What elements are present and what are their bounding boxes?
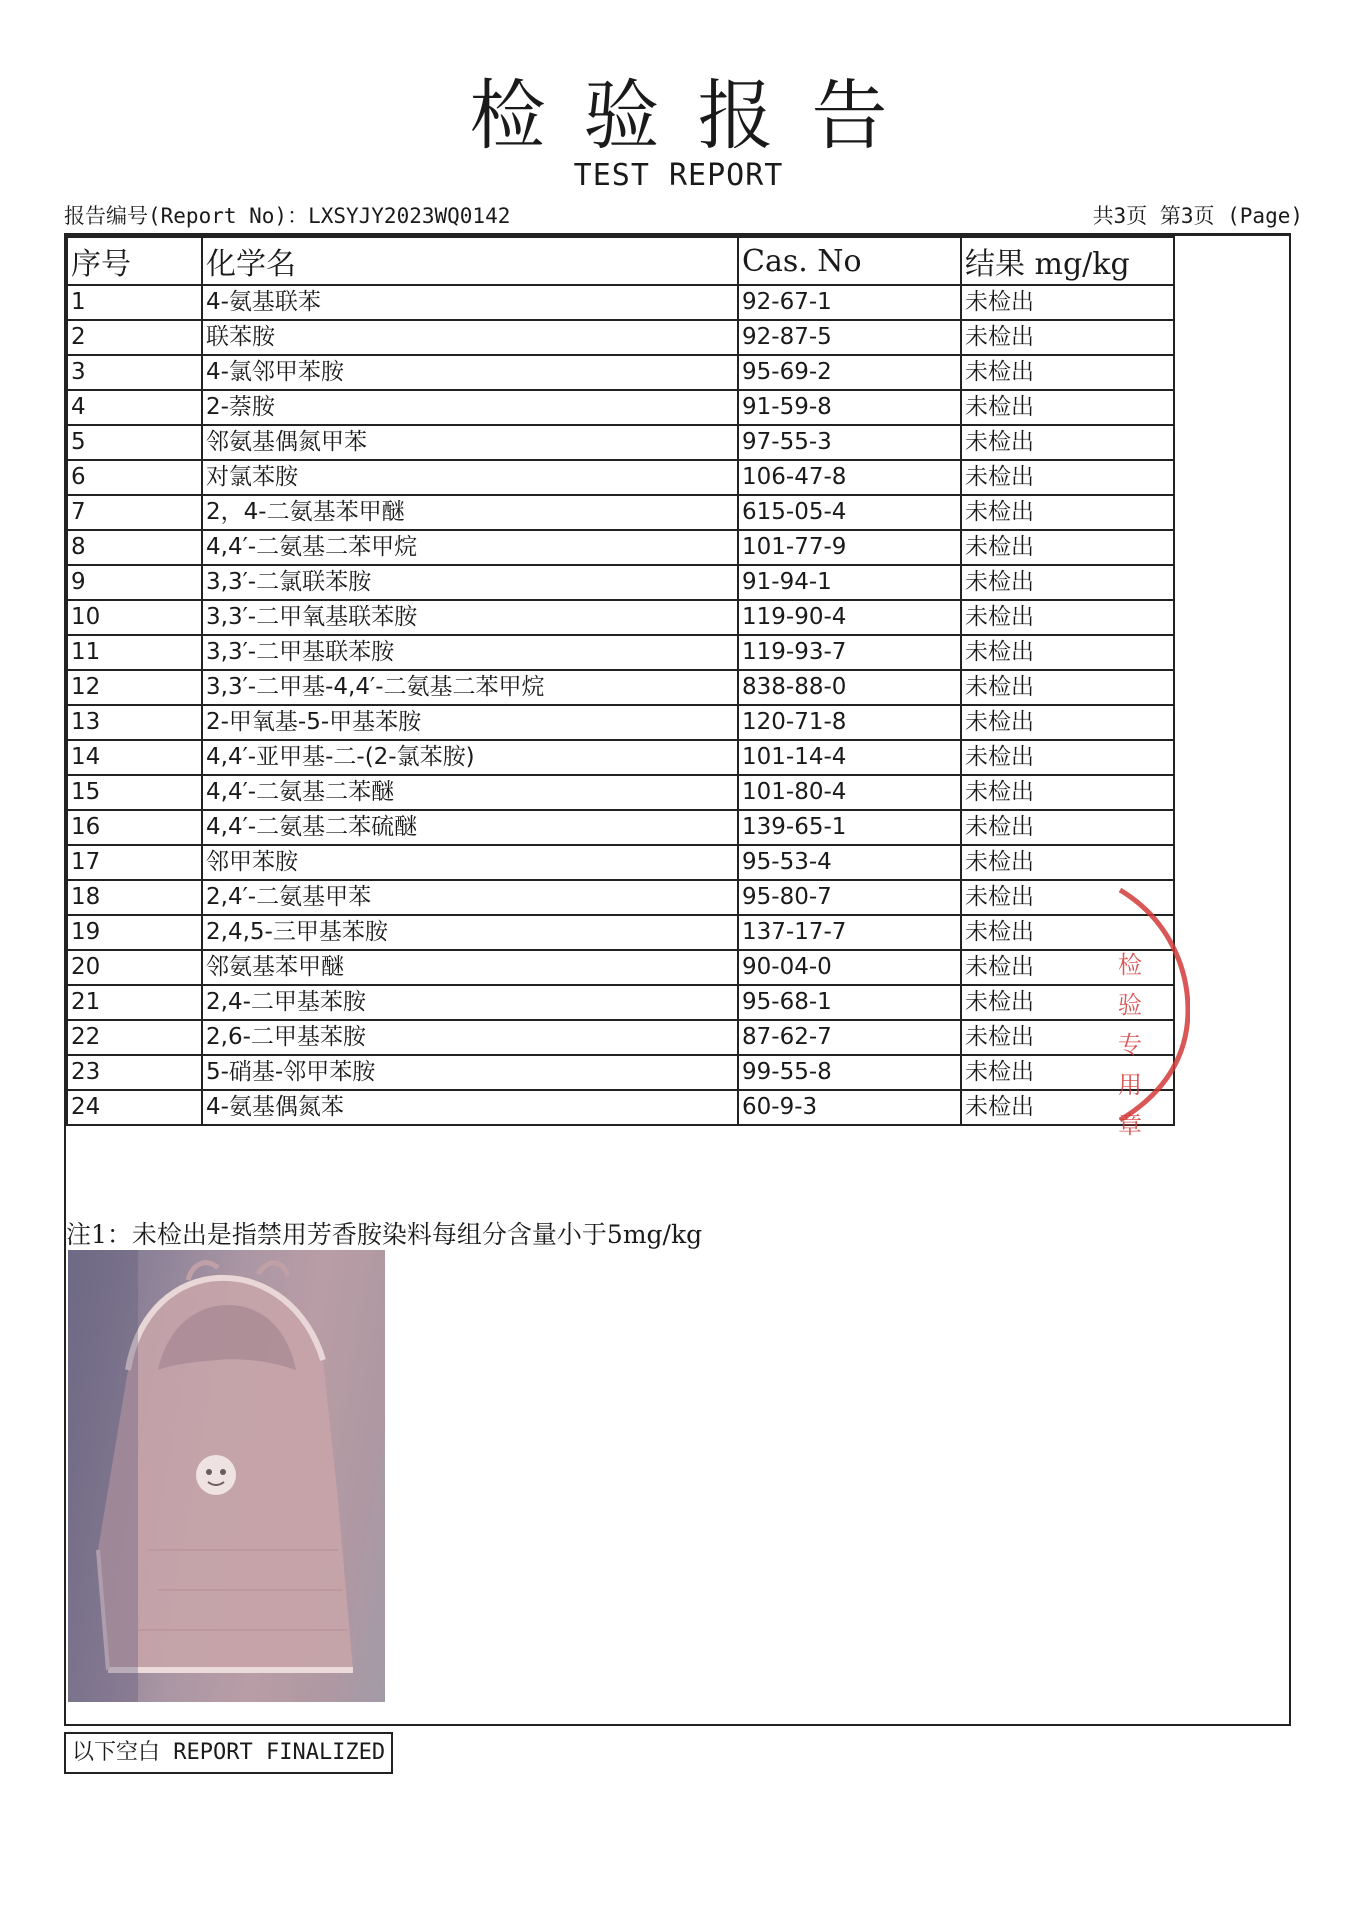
table-row <box>67 845 1174 880</box>
cell-cas-no: 95-53-4 <box>738 845 961 880</box>
cell-no: 11 <box>67 635 202 670</box>
cell-cas-no: 101-14-4 <box>738 740 961 775</box>
table-row <box>67 740 1174 775</box>
cell-no: 2 <box>67 320 202 355</box>
results-table <box>66 236 1175 1126</box>
cell-cas-no: 838-88-0 <box>738 670 961 705</box>
header-result: 结果 mg/kg <box>961 237 1174 285</box>
cell-no: 15 <box>67 775 202 810</box>
cell-result: 未检出 <box>961 775 1174 810</box>
cell-chemical-name: 3,3′-二甲基-4,4′-二氨基二苯甲烷 <box>202 670 738 705</box>
cell-chemical-name: 联苯胺 <box>202 320 738 355</box>
cell-cas-no: 139-65-1 <box>738 810 961 845</box>
cell-cas-no: 91-94-1 <box>738 565 961 600</box>
cell-no: 23 <box>67 1055 202 1090</box>
cell-chemical-name: 邻甲苯胺 <box>202 845 738 880</box>
cell-no: 9 <box>67 565 202 600</box>
cell-result: 未检出 <box>961 810 1174 845</box>
cell-chemical-name: 邻氨基偶氮甲苯 <box>202 425 738 460</box>
cell-no: 1 <box>67 285 202 320</box>
cell-no: 24 <box>67 1090 202 1125</box>
cell-chemical-name: 4,4′-二氨基二苯甲烷 <box>202 530 738 565</box>
header-cas-no: Cas. No <box>738 237 961 285</box>
table-row <box>67 670 1174 705</box>
cell-result: 未检出 <box>961 985 1174 1020</box>
cell-result: 未检出 <box>961 670 1174 705</box>
table-row <box>67 495 1174 530</box>
cell-result: 未检出 <box>961 530 1174 565</box>
cell-cas-no: 92-67-1 <box>738 285 961 320</box>
cell-result: 未检出 <box>961 495 1174 530</box>
cell-result: 未检出 <box>961 320 1174 355</box>
table-row <box>67 880 1174 915</box>
cell-result: 未检出 <box>961 1090 1174 1125</box>
cell-result: 未检出 <box>961 390 1174 425</box>
table-row <box>67 1090 1174 1125</box>
cell-chemical-name: 4,4′-二氨基二苯硫醚 <box>202 810 738 845</box>
cell-cas-no: 90-04-0 <box>738 950 961 985</box>
cell-no: 7 <box>67 495 202 530</box>
cell-no: 10 <box>67 600 202 635</box>
cell-result: 未检出 <box>961 915 1174 950</box>
cell-no: 12 <box>67 670 202 705</box>
cell-cas-no: 101-77-9 <box>738 530 961 565</box>
cell-cas-no: 120-71-8 <box>738 705 961 740</box>
cell-cas-no: 95-68-1 <box>738 985 961 1020</box>
cell-no: 6 <box>67 460 202 495</box>
cell-chemical-name: 邻氨基苯甲醚 <box>202 950 738 985</box>
cell-cas-no: 106-47-8 <box>738 460 961 495</box>
cell-no: 4 <box>67 390 202 425</box>
cell-result: 未检出 <box>961 285 1174 320</box>
header-no: 序号 <box>67 237 202 285</box>
cell-no: 22 <box>67 1020 202 1055</box>
cell-result: 未检出 <box>961 635 1174 670</box>
cell-cas-no: 101-80-4 <box>738 775 961 810</box>
report-title-en: TEST REPORT <box>573 158 784 193</box>
cell-cas-no: 92-87-5 <box>738 320 961 355</box>
cell-result: 未检出 <box>961 600 1174 635</box>
cell-result: 未检出 <box>961 565 1174 600</box>
sample-photo <box>68 1250 385 1702</box>
cell-cas-no: 99-55-8 <box>738 1055 961 1090</box>
table-row <box>67 600 1174 635</box>
cell-chemical-name: 3,3′-二甲基联苯胺 <box>202 635 738 670</box>
cell-result: 未检出 <box>961 845 1174 880</box>
page-info: 共3页 第3页 (Page) <box>1092 204 1303 228</box>
cell-cas-no: 615-05-4 <box>738 495 961 530</box>
table-row <box>67 915 1174 950</box>
cell-chemical-name: 4,4′-二氨基二苯醚 <box>202 775 738 810</box>
cell-chemical-name: 3,3′-二氯联苯胺 <box>202 565 738 600</box>
cell-result: 未检出 <box>961 460 1174 495</box>
stamp-lettering: 检 验 专 用 章 <box>1118 951 1142 1139</box>
cell-chemical-name: 4-氨基联苯 <box>202 285 738 320</box>
cell-cas-no: 97-55-3 <box>738 425 961 460</box>
cell-chemical-name: 2,4,5-三甲基苯胺 <box>202 915 738 950</box>
table-header-row <box>67 237 1174 285</box>
table-row <box>67 320 1174 355</box>
cell-no: 3 <box>67 355 202 390</box>
note: 注1：未检出是指禁用芳香胺染料每组分含量小于5mg/kg <box>66 1220 703 1249</box>
cell-result: 未检出 <box>961 355 1174 390</box>
cell-no: 21 <box>67 985 202 1020</box>
cell-chemical-name: 4-氨基偶氮苯 <box>202 1090 738 1125</box>
cell-no: 8 <box>67 530 202 565</box>
cell-chemical-name: 2，4-二氨基苯甲醚 <box>202 495 738 530</box>
hooded-towel-image <box>68 1250 385 1702</box>
cell-chemical-name: 2,4-二甲基苯胺 <box>202 985 738 1020</box>
table-row <box>67 985 1174 1020</box>
table-row <box>67 635 1174 670</box>
cell-result: 未检出 <box>961 1020 1174 1055</box>
table-row <box>67 565 1174 600</box>
cell-cas-no: 119-90-4 <box>738 600 961 635</box>
cell-chemical-name: 2,6-二甲基苯胺 <box>202 1020 738 1055</box>
cell-result: 未检出 <box>961 950 1174 985</box>
table-row <box>67 460 1174 495</box>
cell-cas-no: 91-59-8 <box>738 390 961 425</box>
table-row <box>67 355 1174 390</box>
cell-chemical-name: 5-硝基-邻甲苯胺 <box>202 1055 738 1090</box>
cell-chemical-name: 4-氯邻甲苯胺 <box>202 355 738 390</box>
cell-result: 未检出 <box>961 1055 1174 1090</box>
table-row <box>67 390 1174 425</box>
table-row <box>67 285 1174 320</box>
cell-chemical-name: 2-甲氧基-5-甲基苯胺 <box>202 705 738 740</box>
cell-chemical-name: 3,3′-二甲氧基联苯胺 <box>202 600 738 635</box>
cell-cas-no: 119-93-7 <box>738 635 961 670</box>
cell-result: 未检出 <box>961 425 1174 460</box>
cell-no: 5 <box>67 425 202 460</box>
cell-no: 16 <box>67 810 202 845</box>
cell-chemical-name: 2,4′-二氨基甲苯 <box>202 880 738 915</box>
header-chemical-name: 化学名 <box>202 237 738 285</box>
cell-no: 14 <box>67 740 202 775</box>
table-row <box>67 705 1174 740</box>
cell-chemical-name: 对氯苯胺 <box>202 460 738 495</box>
report-finalized-box: 以下空白 REPORT FINALIZED <box>64 1732 393 1774</box>
cell-result: 未检出 <box>961 705 1174 740</box>
cell-chemical-name: 2-萘胺 <box>202 390 738 425</box>
table-row <box>67 530 1174 565</box>
cell-cas-no: 95-69-2 <box>738 355 961 390</box>
table-row <box>67 1055 1174 1090</box>
cell-no: 18 <box>67 880 202 915</box>
report-title-cn: 检验报告 <box>469 71 926 160</box>
cell-cas-no: 87-62-7 <box>738 1020 961 1055</box>
cell-chemical-name: 4,4′-亚甲基-二-(2-氯苯胺) <box>202 740 738 775</box>
table-row <box>67 950 1174 985</box>
cell-cas-no: 137-17-7 <box>738 915 961 950</box>
cell-no: 13 <box>67 705 202 740</box>
table-row <box>67 775 1174 810</box>
cell-cas-no: 95-80-7 <box>738 880 961 915</box>
cell-no: 17 <box>67 845 202 880</box>
cell-cas-no: 60-9-3 <box>738 1090 961 1125</box>
cell-result: 未检出 <box>961 740 1174 775</box>
cell-no: 19 <box>67 915 202 950</box>
table-row <box>67 1020 1174 1055</box>
cell-result: 未检出 <box>961 880 1174 915</box>
table-row <box>67 425 1174 460</box>
table-row <box>67 810 1174 845</box>
cell-no: 20 <box>67 950 202 985</box>
report-number: 报告编号(Report No)：LXSYJY2023WQ0142 <box>64 204 511 228</box>
